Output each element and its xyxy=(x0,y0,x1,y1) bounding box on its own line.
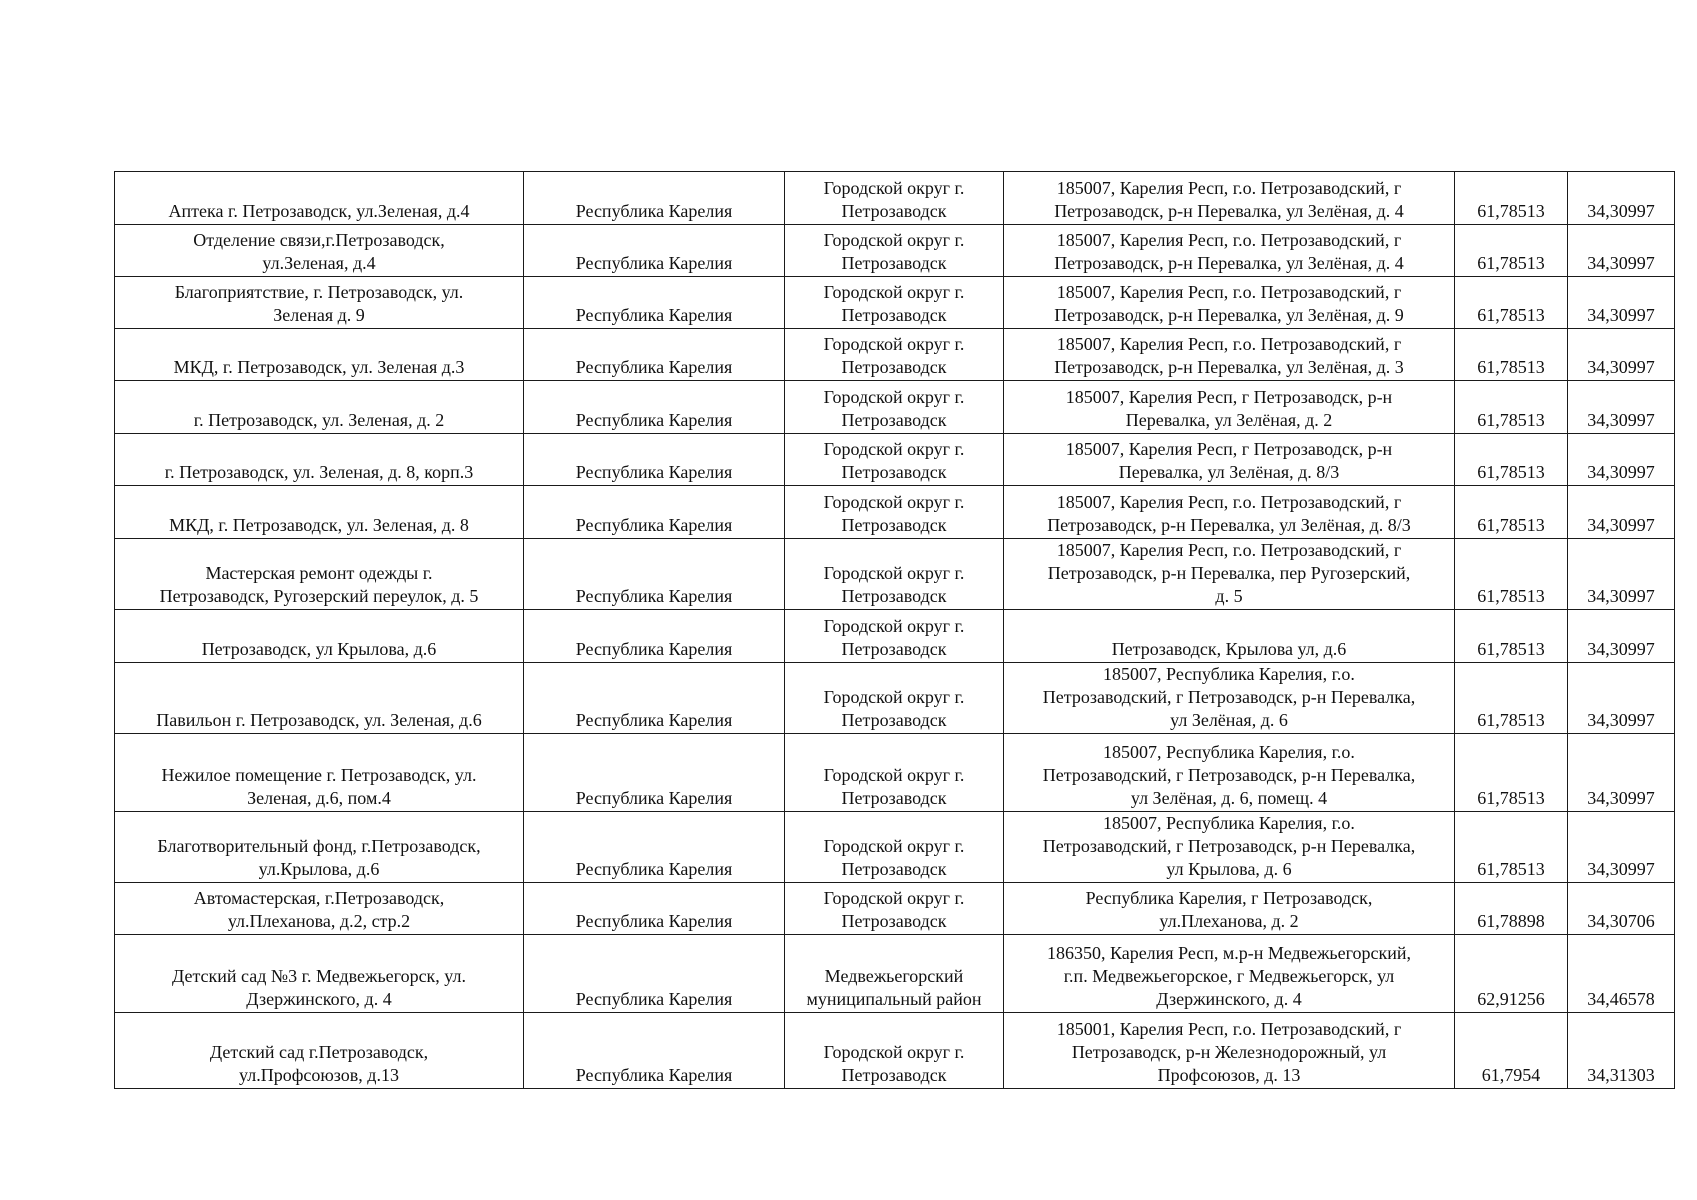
object-name-cell: Детский сад г.Петрозаводск, ул.Профсоюзов, д.13 xyxy=(115,1013,524,1089)
latitude-cell: 61,78513 xyxy=(1455,486,1568,539)
longitude-cell: 34,30997 xyxy=(1568,434,1675,486)
latitude-cell: 61,78898 xyxy=(1455,883,1568,935)
district-cell: Городской округ г. Петрозаводск xyxy=(785,434,1004,486)
address-cell: 185001, Карелия Респ, г.о. Петрозаводский, г Петрозаводск, р-н Железнодорожный, ул Профсоюзов, д. 13 xyxy=(1004,1013,1455,1089)
address-cell: 185007, Республика Карелия, г.о. Петрозаводский, г Петрозаводск, р-н Перевалка, ул Зелёная, д. 6, помещ. 4 xyxy=(1004,734,1455,812)
latitude-cell: 61,78513 xyxy=(1455,329,1568,381)
region-cell: Республика Карелия xyxy=(524,486,785,539)
object-name-cell: Детский сад №3 г. Медвежьегорск, ул. Дзержинского, д. 4 xyxy=(115,935,524,1013)
address-cell: 185007, Карелия Респ, г.о. Петрозаводский, г Петрозаводск, р-н Перевалка, ул Зелёная, д. 9 xyxy=(1004,277,1455,329)
table-row xyxy=(115,329,1675,381)
latitude-cell: 61,78513 xyxy=(1455,812,1568,883)
region-cell: Республика Карелия xyxy=(524,663,785,734)
longitude-cell: 34,30997 xyxy=(1568,539,1675,610)
longitude-cell: 34,30997 xyxy=(1568,486,1675,539)
region-cell: Республика Карелия xyxy=(524,734,785,812)
object-name-cell: Павильон г. Петрозаводск, ул. Зеленая, д.6 xyxy=(115,663,524,734)
longitude-cell: 34,30997 xyxy=(1568,225,1675,277)
address-cell: 185007, Карелия Респ, г.о. Петрозаводский, г Петрозаводск, р-н Перевалка, ул Зелёная, д. 3 xyxy=(1004,329,1455,381)
longitude-cell: 34,30706 xyxy=(1568,883,1675,935)
latitude-cell: 61,78513 xyxy=(1455,225,1568,277)
latitude-cell: 62,91256 xyxy=(1455,935,1568,1013)
latitude-cell: 61,78513 xyxy=(1455,381,1568,434)
longitude-cell: 34,30997 xyxy=(1568,172,1675,225)
table-row xyxy=(115,734,1675,812)
district-cell: Городской округ г. Петрозаводск xyxy=(785,381,1004,434)
table-row xyxy=(115,935,1675,1013)
address-cell: 185007, Карелия Респ, г Петрозаводск, р-н Перевалка, ул Зелёная, д. 2 xyxy=(1004,381,1455,434)
object-name-cell: г. Петрозаводск, ул. Зеленая, д. 2 xyxy=(115,381,524,434)
latitude-cell: 61,78513 xyxy=(1455,663,1568,734)
district-cell: Медвежьегорский муниципальный район xyxy=(785,935,1004,1013)
address-cell: Петрозаводск, Крылова ул, д.6 xyxy=(1004,610,1455,663)
region-cell: Республика Карелия xyxy=(524,277,785,329)
region-cell: Республика Карелия xyxy=(524,329,785,381)
longitude-cell: 34,30997 xyxy=(1568,277,1675,329)
table-row xyxy=(115,1013,1675,1089)
object-name-cell: Отделение связи,г.Петрозаводск, ул.Зеленая, д.4 xyxy=(115,225,524,277)
district-cell: Городской округ г. Петрозаводск xyxy=(785,225,1004,277)
address-cell: 186350, Карелия Респ, м.р-н Медвежьегорский, г.п. Медвежьегорское, г Медвежьегорск, ул Дзержинского, д. 4 xyxy=(1004,935,1455,1013)
district-cell: Городской округ г. Петрозаводск xyxy=(785,539,1004,610)
longitude-cell: 34,46578 xyxy=(1568,935,1675,1013)
latitude-cell: 61,78513 xyxy=(1455,610,1568,663)
object-name-cell: Благоприятствие, г. Петрозаводск, ул. Зеленая д. 9 xyxy=(115,277,524,329)
longitude-cell: 34,30997 xyxy=(1568,734,1675,812)
latitude-cell: 61,78513 xyxy=(1455,434,1568,486)
table-row xyxy=(115,610,1675,663)
object-name-cell: МКД, г. Петрозаводск, ул. Зеленая д.3 xyxy=(115,329,524,381)
table-row xyxy=(115,486,1675,539)
address-cell: 185007, Карелия Респ, г Петрозаводск, р-н Перевалка, ул Зелёная, д. 8/3 xyxy=(1004,434,1455,486)
longitude-cell: 34,30997 xyxy=(1568,812,1675,883)
table-row xyxy=(115,381,1675,434)
table-row xyxy=(115,225,1675,277)
table-row xyxy=(115,277,1675,329)
table-row xyxy=(115,172,1675,225)
district-cell: Городской округ г. Петрозаводск xyxy=(785,812,1004,883)
address-cell: 185007, Республика Карелия, г.о. Петрозаводский, г Петрозаводск, р-н Перевалка, ул Зелёная, д. 6 xyxy=(1004,663,1455,734)
table-row xyxy=(115,812,1675,883)
object-name-cell: Благотворительный фонд, г.Петрозаводск, ул.Крылова, д.6 xyxy=(115,812,524,883)
region-cell: Республика Карелия xyxy=(524,812,785,883)
region-cell: Республика Карелия xyxy=(524,1013,785,1089)
object-name-cell: г. Петрозаводск, ул. Зеленая, д. 8, корп.3 xyxy=(115,434,524,486)
district-cell: Городской округ г. Петрозаводск xyxy=(785,172,1004,225)
object-name-cell: Петрозаводск, ул Крылова, д.6 xyxy=(115,610,524,663)
region-cell: Республика Карелия xyxy=(524,539,785,610)
object-name-cell: Нежилое помещение г. Петрозаводск, ул. Зеленая, д.6, пом.4 xyxy=(115,734,524,812)
district-cell: Городской округ г. Петрозаводск xyxy=(785,329,1004,381)
address-cell: 185007, Карелия Респ, г.о. Петрозаводский, г Петрозаводск, р-н Перевалка, ул Зелёная, д. 4 xyxy=(1004,225,1455,277)
address-cell: 185007, Карелия Респ, г.о. Петрозаводский, г Петрозаводск, р-н Перевалка, пер Ругозерский, д. 5 xyxy=(1004,539,1455,610)
region-cell: Республика Карелия xyxy=(524,225,785,277)
latitude-cell: 61,78513 xyxy=(1455,172,1568,225)
object-name-cell: Автомастерская, г.Петрозаводск, ул.Плеханова, д.2, стр.2 xyxy=(115,883,524,935)
latitude-cell: 61,78513 xyxy=(1455,277,1568,329)
table-body xyxy=(115,172,1675,1089)
data-table xyxy=(114,171,1675,1089)
address-cell: 185007, Республика Карелия, г.о. Петрозаводский, г Петрозаводск, р-н Перевалка, ул Крылова, д. 6 xyxy=(1004,812,1455,883)
longitude-cell: 34,30997 xyxy=(1568,381,1675,434)
region-cell: Республика Карелия xyxy=(524,935,785,1013)
region-cell: Республика Карелия xyxy=(524,172,785,225)
table-row xyxy=(115,883,1675,935)
district-cell: Городской округ г. Петрозаводск xyxy=(785,663,1004,734)
latitude-cell: 61,7954 xyxy=(1455,1013,1568,1089)
address-cell: 185007, Карелия Респ, г.о. Петрозаводский, г Петрозаводск, р-н Перевалка, ул Зелёная, д. 8/3 xyxy=(1004,486,1455,539)
district-cell: Городской округ г. Петрозаводск xyxy=(785,734,1004,812)
address-cell: 185007, Карелия Респ, г.о. Петрозаводский, г Петрозаводск, р-н Перевалка, ул Зелёная, д. 4 xyxy=(1004,172,1455,225)
region-cell: Республика Карелия xyxy=(524,610,785,663)
table-row xyxy=(115,663,1675,734)
longitude-cell: 34,31303 xyxy=(1568,1013,1675,1089)
district-cell: Городской округ г. Петрозаводск xyxy=(785,1013,1004,1089)
object-name-cell: Мастерская ремонт одежды г. Петрозаводск, Ругозерский переулок, д. 5 xyxy=(115,539,524,610)
region-cell: Республика Карелия xyxy=(524,381,785,434)
longitude-cell: 34,30997 xyxy=(1568,329,1675,381)
district-cell: Городской округ г. Петрозаводск xyxy=(785,610,1004,663)
region-cell: Республика Карелия xyxy=(524,883,785,935)
longitude-cell: 34,30997 xyxy=(1568,610,1675,663)
table-row xyxy=(115,539,1675,610)
longitude-cell: 34,30997 xyxy=(1568,663,1675,734)
region-cell: Республика Карелия xyxy=(524,434,785,486)
district-cell: Городской округ г. Петрозаводск xyxy=(785,486,1004,539)
address-cell: Республика Карелия, г Петрозаводск, ул.Плеханова, д. 2 xyxy=(1004,883,1455,935)
district-cell: Городской округ г. Петрозаводск xyxy=(785,277,1004,329)
table-row xyxy=(115,434,1675,486)
latitude-cell: 61,78513 xyxy=(1455,539,1568,610)
object-name-cell: МКД, г. Петрозаводск, ул. Зеленая, д. 8 xyxy=(115,486,524,539)
district-cell: Городской округ г. Петрозаводск xyxy=(785,883,1004,935)
object-name-cell: Аптека г. Петрозаводск, ул.Зеленая, д.4 xyxy=(115,172,524,225)
latitude-cell: 61,78513 xyxy=(1455,734,1568,812)
